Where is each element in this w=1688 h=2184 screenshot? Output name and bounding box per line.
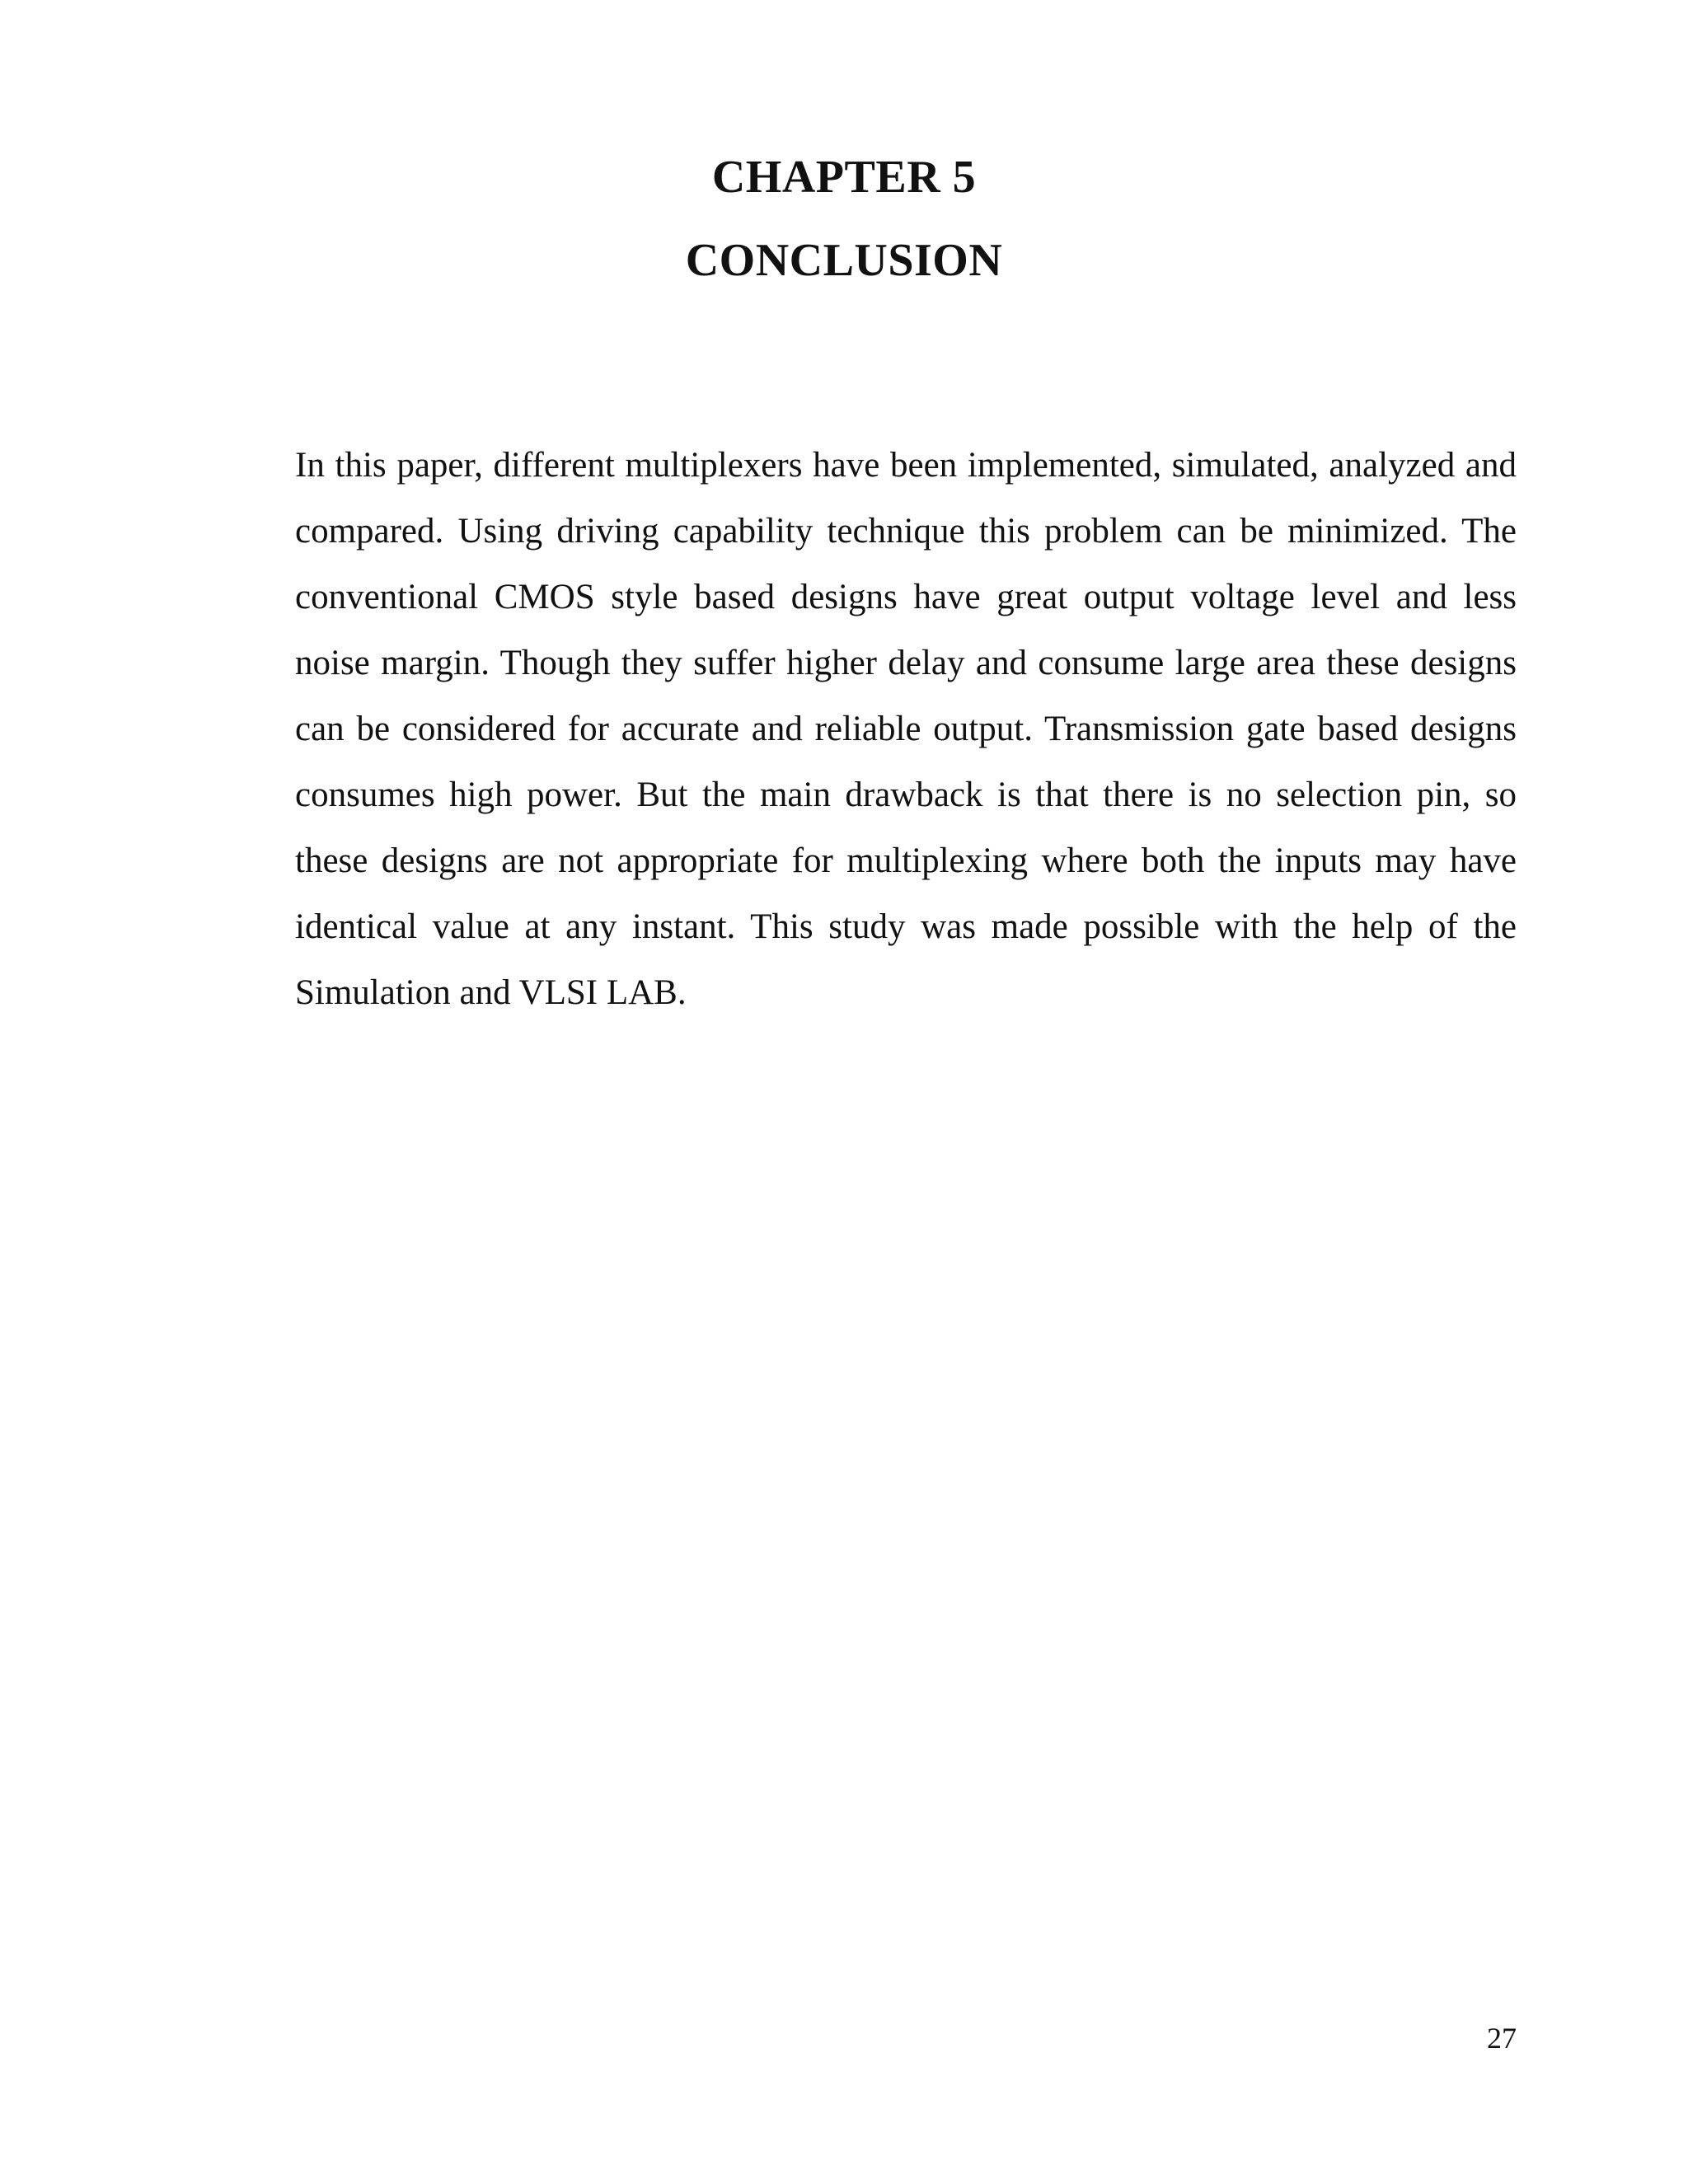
conclusion-paragraph: In this paper, different multiplexers have been implemented, simulated, analyzed and compared. Using driving capability technique this problem can be minimized. The conventional CMOS style based designs have great output voltage level and less noise margin. Though they suffer higher delay and consume large area these designs can be considered for accurate and reliable output. Transmission gate based designs consumes high power. But the main drawback is that there is no selection pin, so these designs are not appropriate for multiplexing where both the inputs may have identical value at any instant. This study was made possible with the help of the Simulation and VLSI LAB. bbox=[295, 446, 1517, 1012]
chapter-number-heading: CHAPTER 5 bbox=[711, 152, 977, 203]
page-number: 27 bbox=[1487, 2022, 1517, 2055]
chapter-title-heading: CONCLUSION bbox=[685, 235, 1003, 286]
